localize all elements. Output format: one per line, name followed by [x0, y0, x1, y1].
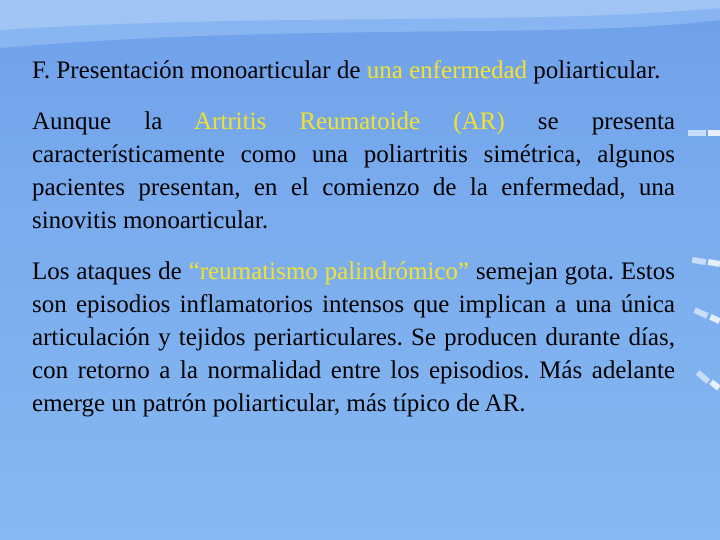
- paragraph2-highlight: “reumatismo palindrómico”: [188, 258, 470, 285]
- slide-content: [32, 54, 675, 438]
- heading-highlight: una enfermedad: [366, 57, 528, 84]
- side-stripes-decoration: [680, 120, 720, 420]
- heading-text-suffix: poliarticular.: [527, 57, 661, 84]
- paragraph-palindromico: [32, 255, 675, 420]
- paragraph2-suffix: semejan gota. Estos son episodios inflamatorios intensos que implican a una única articulación y tejidos periarticulares. Se producen durante días, con retorno a la normalidad entre los episodios. Más adelante emerge un patrón poliarticular, más típico de AR.: [32, 258, 675, 417]
- paragraph2-prefix: Los ataques de: [32, 258, 189, 285]
- paragraph1-suffix: se presenta característicamente como una poliartritis simétrica, algunos pacientes presentan, en el comienzo de la enfermedad, una sinovitis monoarticular.: [32, 108, 675, 234]
- heading-text-prefix: F. Presentación monoarticular de: [32, 57, 367, 84]
- paragraph1-highlight: Artritis Reumatoide (AR): [194, 108, 505, 135]
- paragraph1-prefix: Aunque la: [32, 108, 195, 135]
- paragraph-artritis: [32, 105, 675, 237]
- slide-heading: [32, 54, 675, 87]
